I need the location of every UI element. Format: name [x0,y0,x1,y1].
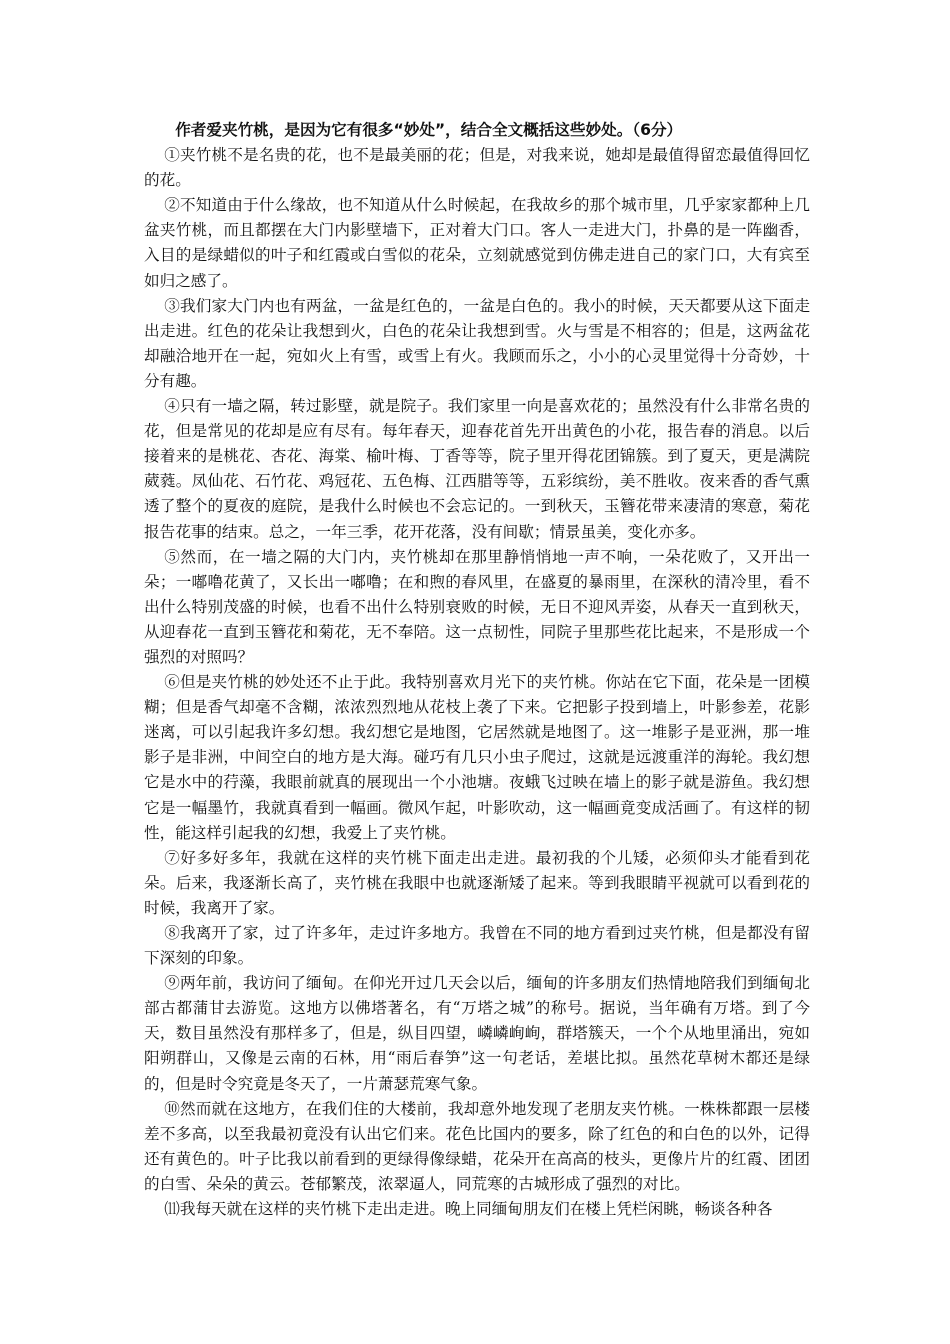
question-heading: 作者爱夹竹桃，是因为它有很多“妙处”，结合全文概括这些妙处。（6分） [175,121,683,139]
paragraph-11: ⑾我每天就在这样的夹竹桃下走出走进。晚上同缅甸朋友们在楼上凭栏闲眺，畅谈各种各 [164,1200,773,1219]
paragraph-4: ④只有一墙之隔，转过影壁，就是院子。我们家里一向是喜欢花的；虽然没有什么非常名贵的花，但是常见的花却是应有尽有。每年春天，迎春花首先开出黄色的小花，报告春的消息。以后接着来的是桃花、杏花、海棠、榆叶梅、丁香等等，院子里开得花团锦簇。到了夏天，更是满院葳蕤。凤仙花、石竹花、鸡冠花、五色梅、江西腊等等，五彩缤纷，美不胜收。夜来香的香气熏透了整个的夏夜的庭院，是我什么时候也不会忘记的。一到秋天，玉簪花带来凄清的寒意，菊花报告花事的结束。总之，一年三季，花开花落，没有间歇；情景虽美，变化亦多。 [144,397,810,541]
paragraph-6: ⑥但是夹竹桃的妙处还不止于此。我特别喜欢月光下的夹竹桃。你站在它下面，花朵是一团模糊；但是香气却毫不含糊，浓浓烈烈地从花枝上袭了下来。它把影子投到墙上，叶影参差，花影迷离，可以引起我许多幻想。我幻想它是地图，它居然就是地图了。这一堆影子是亚洲，那一堆影子是非洲，中间空白的地方是大海。碰巧有几只小虫子爬过，这就是远渡重洋的海轮。我幻想它是水中的荇藻，我眼前就真的展现出一个小池塘。夜蛾飞过映在墙上的影子就是游鱼。我幻想它是一幅墨竹，我就真看到一幅画。微风乍起，叶影吹动，这一幅画竟变成活画了。有这样的韧性，能这样引起我的幻想，我爱上了夹竹桃。 [144,673,810,842]
paragraph-8: ⑧我离开了家，过了许多年，走过许多地方。我曾在不同的地方看到过夹竹桃，但是都没有留下深刻的印象。 [144,924,810,968]
document-page [144,118,810,1222]
paragraph-9: ⑨两年前，我访问了缅甸。在仰光开过几天会以后，缅甸的许多朋友们热情地陪我们到缅甸北部古都蒲甘去游览。这地方以佛塔著名，有“万塔之城”的称号。据说，当年确有万塔。到了今天，数目虽然没有那样多了，但是，纵目四望，嶙嶙峋峋，群塔簇天，一个个从地里涌出，宛如阳朔群山，又像是云南的石林，用“雨后春笋”这一句老话，差堪比拟。虽然花草树木都还是绿的，但是时令究竟是冬天了，一片萧瑟荒寒气象。 [144,974,810,1093]
paragraph-10: ⑩然而就在这地方，在我们住的大楼前，我却意外地发现了老朋友夹竹桃。一株株都跟一层楼差不多高，以至我最初竟没有认出它们来。花色比国内的要多，除了红色的和白色的以外，记得还有黄色的。叶子比我以前看到的更绿得像绿蜡，花朵开在高高的枝头，更像片片的红霞、团团的白雪、朵朵的黄云。苍郁繁茂，浓翠逼人，同荒寒的古城形成了强烈的对比。 [144,1099,810,1193]
paragraph-1: ①夹竹桃不是名贵的花，也不是最美丽的花；但是，对我来说，她却是最值得留恋最值得回忆的花。 [144,146,810,190]
paragraph-2: ②不知道由于什么缘故，也不知道从什么时候起，在我故乡的那个城市里，几乎家家都种上几盆夹竹桃，而且都摆在大门内影壁墙下，正对着大门口。客人一走进大门，扑鼻的是一阵幽香，入目的是绿蜡似的叶子和红霞或白雪似的花朵，立刻就感觉到仿佛走进自己的家门口，大有宾至如归之感了。 [144,196,810,290]
paragraph-7: ⑦好多好多年，我就在这样的夹竹桃下面走出走进。最初我的个儿矮，必须仰头才能看到花朵。后来，我逐渐长高了，夹竹桃在我眼中也就逐渐矮了起来。等到我眼睛平视就可以看到花的时候，我离开了家。 [144,848,810,917]
paragraph-3: ③我们家大门内也有两盆，一盆是红色的，一盆是白色的。我小的时候，天天都要从这下面走出走进。红色的花朵让我想到火，白色的花朵让我想到雪。火与雪是不相容的；但是，这两盆花却融洽地开在一起，宛如火上有雪，或雪上有火。我顾而乐之，小小的心灵里觉得十分奇妙，十分有趣。 [144,296,810,390]
paragraph-5: ⑤然而，在一墙之隔的大门内，夹竹桃却在那里静悄悄地一声不响，一朵花败了，又开出一朵；一嘟噜花黄了，又长出一嘟噜；在和煦的春风里，在盛夏的暴雨里，在深秋的清冷里，看不出什么特别茂盛的时候，也看不出什么特别衰败的时候，无日不迎风弄姿，从春天一直到秋天，从迎春花一直到玉簪花和菊花，无不奉陪。这一点韧性，同院子里那些花比起来，不是形成一个强烈的对照吗？ [144,547,810,666]
